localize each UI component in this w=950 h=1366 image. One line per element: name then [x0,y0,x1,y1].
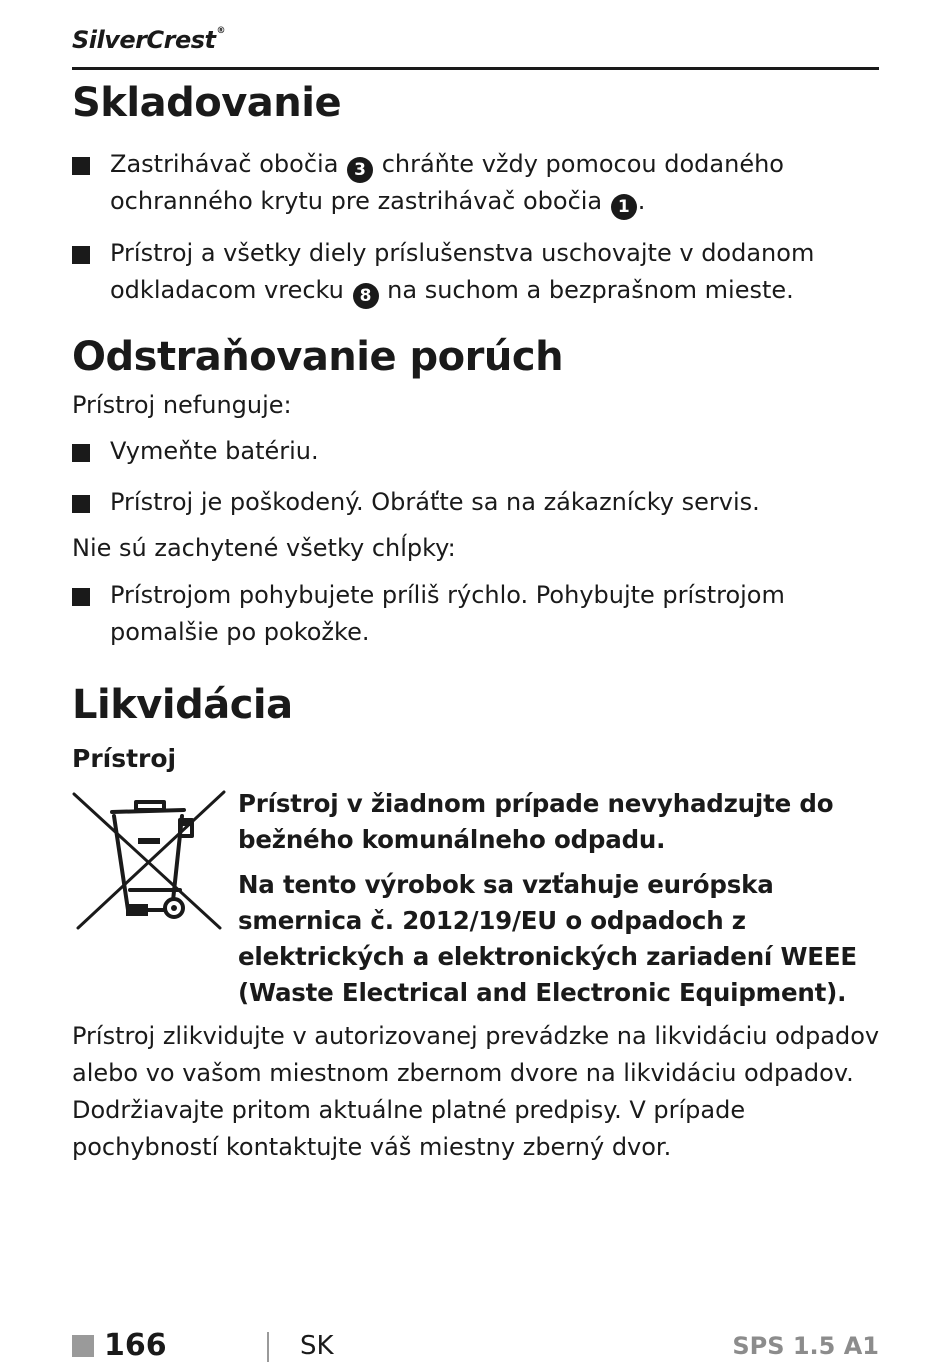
disposal-warning [238,786,878,1011]
list-item-text: Prístrojom pohybujete príliš rýchlo. Pohybujte prístrojom pomalšie po pokožke. [110,581,785,646]
bullet-square [72,444,90,462]
list-item-fix-3 [72,577,882,651]
problem-label-2: Nie sú zachytené všetky chĺpky: [72,534,456,562]
model-number: SPS 1.5 A1 [732,1332,879,1360]
disposal-body-text: Prístroj zlikvidujte v autorizovanej prevádzke na likvidáciu odpadov alebo vo vašom miestnom zbernom dvore na likvidáciu odpadov. Dodržiavajte pritom aktuálne platné predpisy. V prípade pochybností kontaktujte váš miestny zberný dvor. [72,1022,880,1161]
list-item-storage-1 [72,146,882,220]
warning-text-1: Prístroj v žiadnom prípade nevyhadzujte do bežného komunálneho odpadu. [238,789,834,854]
text-segment: . [637,187,646,215]
text-segment: Prístroj a všetky diely príslušenstva uschovajte v dodanom odkladacom vrecku [110,239,815,304]
footer-divider [267,1332,269,1362]
footer-square [72,1335,94,1357]
text-segment: na suchom a bezprašnom mieste. [379,276,794,304]
warning-text-2: Na tento výrobok sa vzťahuje európska smernica č. 2012/19/EU o odpadoch z elektrických a elektronických zariadení WEEE (Waste Electrical and Electronic Equipment). [238,870,857,1007]
text-segment: Zastrihávač obočia [110,150,347,178]
brand-logo [72,26,225,54]
header-rule [72,67,879,70]
list-item-fix-1 [72,433,882,470]
section-title-disposal: Likvidácia [72,682,293,728]
section-title-storage: Skladovanie [72,80,342,126]
crossed-out-wheelie-bin-icon [72,790,228,930]
part-number-badge: 3 [347,157,373,183]
part-number-badge: 1 [611,194,637,220]
language-code: SK [300,1331,334,1361]
bullet-square [72,246,90,264]
bullet-square [72,495,90,513]
list-item-storage-2 [72,235,882,309]
text-segment: chráňte vždy pomocou dodaného ochranného krytu pre zastrihávač obočia [110,150,784,215]
list-item-fix-2 [72,484,882,521]
problem-label-1: Prístroj nefunguje: [72,391,292,419]
brand-name: SilverCrest [72,26,216,54]
page-footer [72,1326,879,1366]
page-number: 166 [104,1328,167,1363]
list-item-text: Vymeňte batériu. [110,437,319,465]
disposal-subtitle: Prístroj [72,744,177,773]
bullet-square [72,157,90,175]
bullet-square [72,588,90,606]
part-number-badge: 8 [353,283,379,309]
list-item-text: Prístroj je poškodený. Obráťte sa na zákaznícky servis. [110,488,760,516]
registered-mark: ® [216,26,225,36]
list-item-text [110,235,882,309]
list-item-text [110,146,882,220]
section-title-troubleshooting: Odstraňovanie porúch [72,334,564,380]
